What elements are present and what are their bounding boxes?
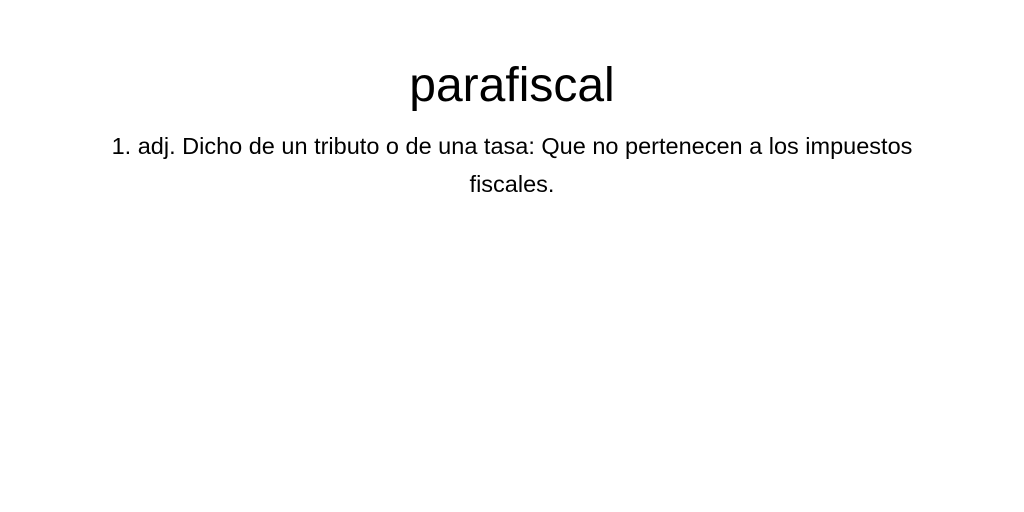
entry-definition: 1. adj. Dicho de un tributo o de una tasa: Que no pertenecen a los impuestos fiscales. [111,133,913,197]
entry-term: parafiscal [409,59,615,112]
